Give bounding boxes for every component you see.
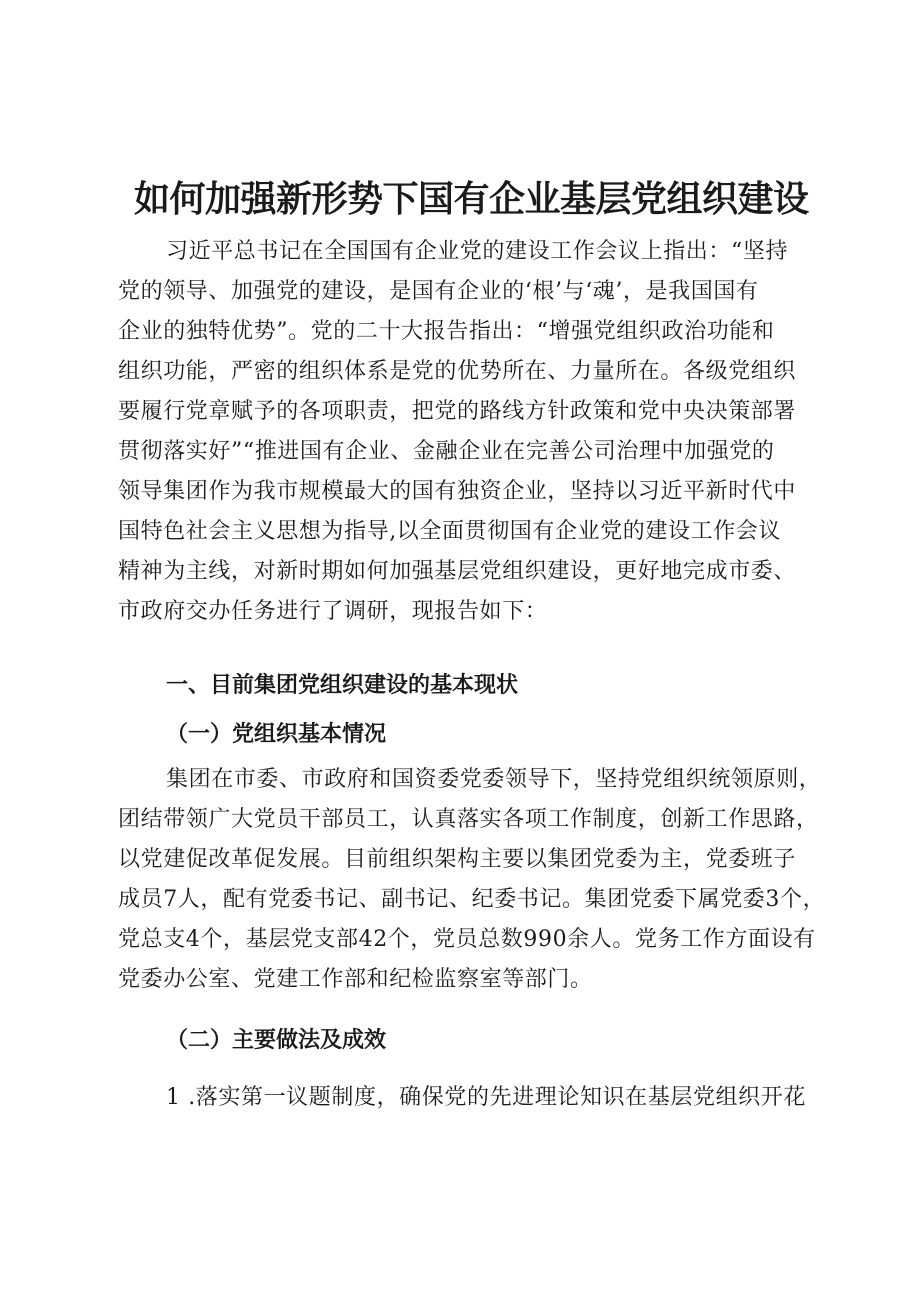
paragraph-line: 党委办公室、党建工作部和纪检监察室等部门。 [118,967,593,992]
paragraph-line: 党总支4个，基层党支部42个，党员总数990余人。党务工作方面设有 [118,927,816,952]
paragraph-line: 企业的独特优势”。党的二十大报告指出：“增强党组织政治功能和 [118,319,775,344]
paragraph-line: 要履行党章赋予的各项职责，把党的路线方针政策和党中央决策部署 [118,399,797,424]
paragraph-line: 领导集团作为我市规模最大的国有独资企业，坚持以习近平新时代中 [118,479,797,504]
paragraph-line: 党的领导、加强党的建设，是国有企业的‘根’与‘魂’，是我国国有 [118,279,759,304]
paragraph-line: 习近平总书记在全国国有企业党的建设工作会议上指出：“坚持 [166,239,789,264]
paragraph-line: 集团在市委、市政府和国资委党委领导下，坚持党组织统领原则， [166,767,822,792]
section-heading: 一、目前集团党组织建设的基本现状 [166,673,519,698]
paragraph-line: 团结带领广大党员干部员工，认真落实各项工作制度，创新工作思路， [118,807,819,832]
paragraph-line: 以党建促改革促发展。目前组织架构主要以集团党委为主，党委班子 [118,847,797,872]
paragraph-line: 精神为主线，对新时期如何加强基层党组织建设，更好地完成市委、 [118,559,797,584]
paragraph-line: 成员7人，配有党委书记、副书记、纪委书记。集团党委下属党委3个， [118,887,826,912]
paragraph-line: 国特色社会主义思想为指导,以全面贯彻国有企业党的建设工作会议 [118,519,781,544]
paragraph-line: 贯彻落实好”“推进国有企业、金融企业在完善公司治理中加强党的 [118,439,775,464]
subsection-paragraph [118,760,826,1000]
paragraph-line: 组织功能，严密的组织体系是党的优势所在、力量所在。各级党组织 [118,359,797,384]
intro-paragraph [118,232,820,632]
document-title: 如何加强新形势下国有企业基层党组织建设 [134,179,809,220]
paragraph-line: 市政府交办任务进行了调研，现报告如下： [118,599,548,624]
numbered-item: 1 .落实第一议题制度，确保党的先进理论知识在基层党组织开花 [166,1085,806,1110]
subsection-heading: （二）主要做法及成效 [166,1027,387,1053]
subsection-heading: （一）党组织基本情况 [166,721,387,747]
